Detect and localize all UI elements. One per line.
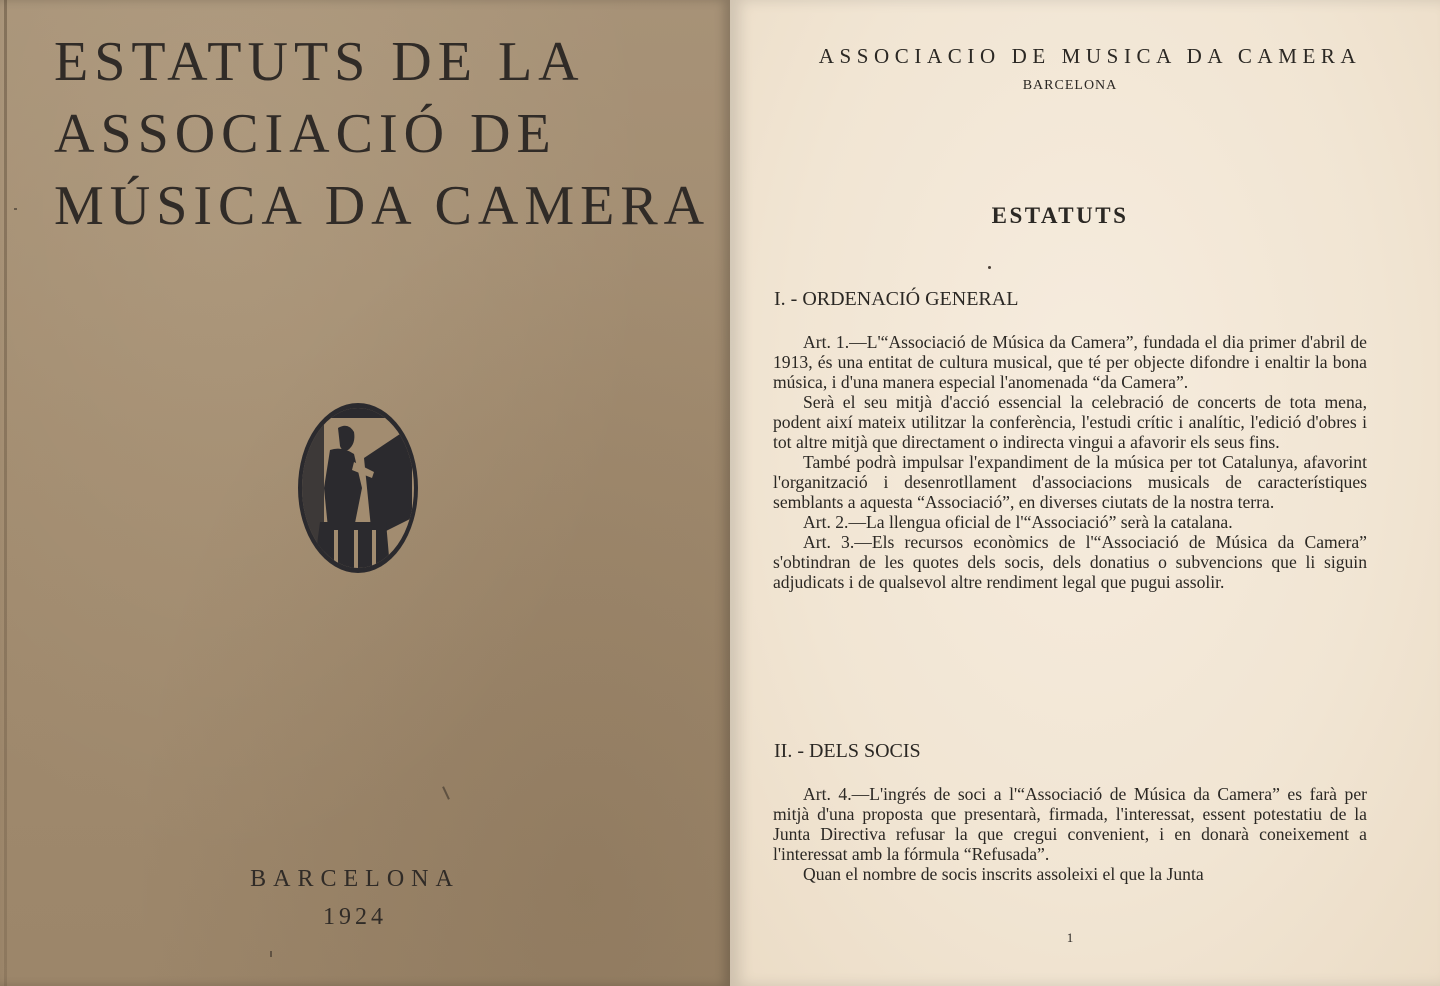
cover-title-line-2: ASSOCIACIÓ DE	[54, 103, 557, 165]
ink-dot	[988, 266, 991, 269]
seated-musician-emblem-icon	[294, 398, 422, 578]
article-4-paragraph: Art. 4.—L'ingrés de soci a l'“Associació de Música da Camera” es farà per mitjà d'una proposta que presentarà, firmada, l'interessat, essent potestatiu de la Junta Directiva refusar la que cregui convenient, i en donarà coneixement a l'interessat amb la fórmula “Refusada”.	[773, 784, 1367, 864]
page-title: ESTATUTS	[991, 203, 1129, 228]
article-4-continuation-paragraph: Quan el nombre de socis inscrits assoleixi el que la Junta	[803, 864, 1204, 884]
association-header: ASSOCIACIO DE MUSICA DA CAMERA	[818, 44, 1362, 68]
cover-binding-edge	[4, 0, 7, 986]
section-general-body	[773, 332, 1367, 592]
paper-speck	[442, 786, 450, 800]
cover-city: BARCELONA	[250, 866, 460, 892]
statutes-page-1	[730, 0, 1440, 986]
section-members-body	[773, 784, 1367, 884]
article-2-paragraph: Art. 2.—La llengua oficial de l'“Associació” serà la catalana.	[803, 512, 1233, 532]
paper-speck	[14, 208, 17, 210]
cover-year: 1924	[323, 904, 387, 930]
section-title-general: I. - ORDENACIÓ GENERAL	[774, 288, 1019, 310]
article-1-means-paragraph: Serà el seu mitjà d'acció essencial la celebració de concerts de tota mena, podent així mateix utilitzar la conferència, l'estudi crític i analític, l'edició d'obres i tot altre mitjà que directament o indirecta vingui a afavorir els seus fins.	[773, 392, 1367, 452]
cover-title	[54, 26, 711, 242]
page-number: 1	[1066, 930, 1074, 945]
article-1-paragraph: Art. 1.—L'“Associació de Música da Camera”, fundada el dia primer d'abril de 1913, és una entitat de cultura musical, que té per objecte difondre i enaltir la bona música, i d'una manera especial l'anomenada “da Camera”.	[773, 332, 1367, 392]
paper-speck	[270, 951, 272, 957]
cover-title-line-3: MÚSICA DA CAMERA	[54, 175, 711, 237]
section-title-members: II. - DELS SOCIS	[774, 740, 921, 762]
city-header: BARCELONA	[1022, 78, 1118, 93]
cover-title-line-1: ESTATUTS DE LA	[54, 31, 585, 93]
article-3-paragraph: Art. 3.—Els recursos econòmics de l'“Associació de Música da Camera” s'obtindran de les quotes dels socis, dels donatius o subvencions que li siguin adjudicats i de qualsevol altre rendiment legal que pugui assolir.	[773, 532, 1367, 592]
article-1-expansion-paragraph: També podrà impulsar l'expandiment de la música per tot Catalunya, afavorint l'organització i desenrotllament d'associacions musicals de característiques semblants a aquesta “Associació”, en diverses ciutats de la nostra terra.	[773, 452, 1367, 512]
